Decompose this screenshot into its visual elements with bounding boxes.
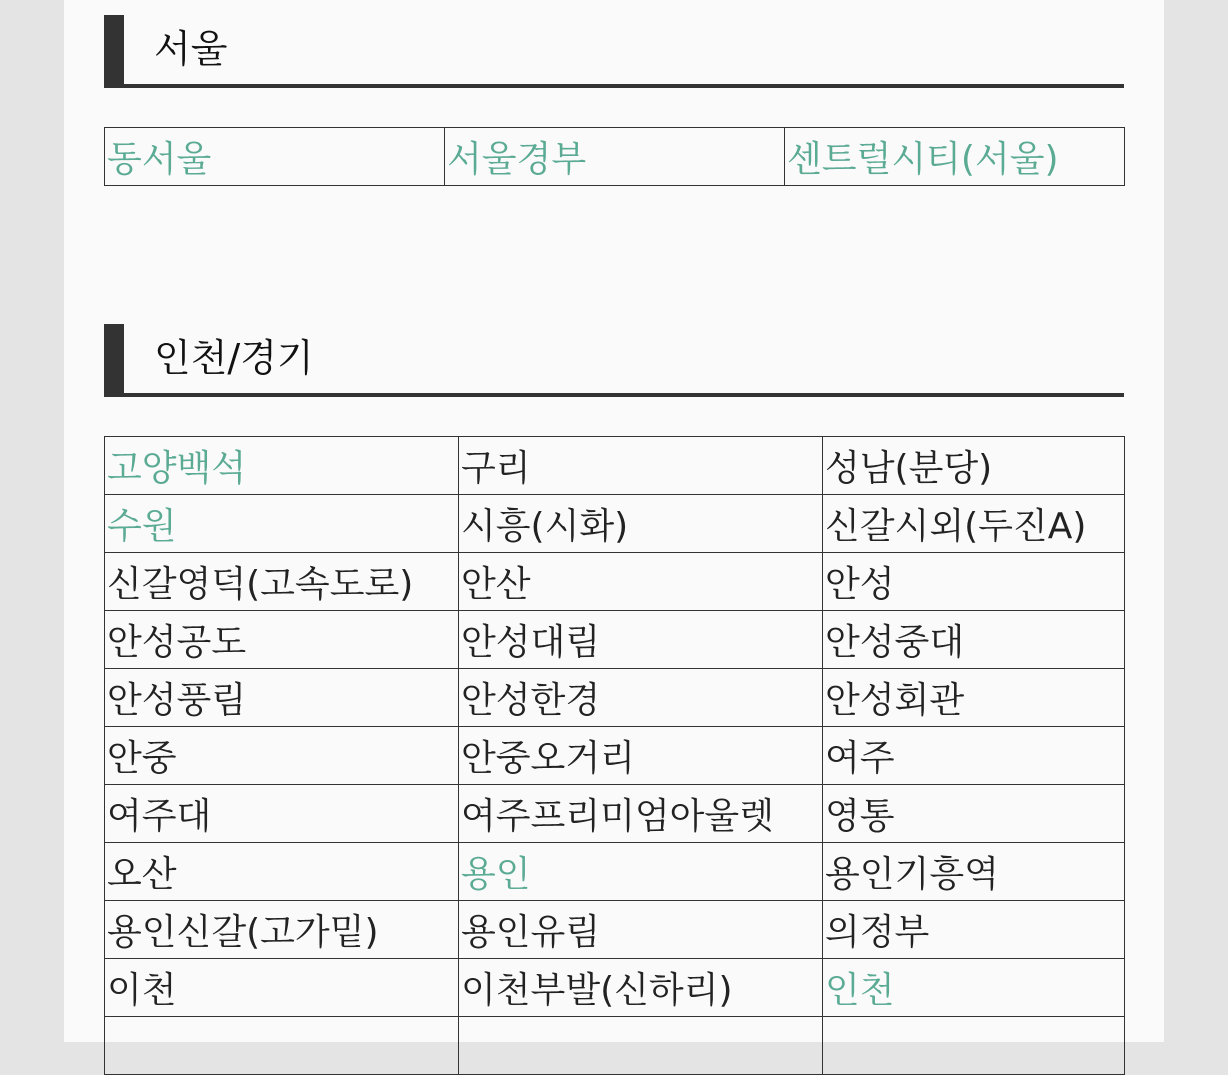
terminal-link[interactable]: 용인 bbox=[459, 843, 823, 901]
terminal-name: 성남(분당) bbox=[823, 437, 1125, 495]
terminal-name: 안산 bbox=[459, 553, 823, 611]
table-row bbox=[105, 1017, 1125, 1075]
terminal-name: 안성공도 bbox=[105, 611, 459, 669]
terminal-name: 오산 bbox=[105, 843, 459, 901]
section-title: 인천/경기 bbox=[154, 336, 314, 380]
terminal-link[interactable]: 고양백석 bbox=[105, 437, 459, 495]
terminal-name: 의정부 bbox=[823, 901, 1125, 959]
table-row bbox=[105, 495, 1125, 553]
terminal-name: 안성 bbox=[823, 553, 1125, 611]
section-title: 서울 bbox=[154, 27, 228, 71]
terminal-link[interactable]: 인천 bbox=[823, 959, 1125, 1017]
terminal-name: 신갈영덕(고속도로) bbox=[105, 553, 459, 611]
terminal-name: 여주프리미엄아울렛 bbox=[459, 785, 823, 843]
terminal-name: 안중오거리 bbox=[459, 727, 823, 785]
table-row bbox=[105, 437, 1125, 495]
terminal-name: 시흥(시화) bbox=[459, 495, 823, 553]
terminal-link[interactable]: 동서울 bbox=[105, 128, 445, 186]
terminal-name: 안성중대 bbox=[823, 611, 1125, 669]
terminal-table-incheon-gyeonggi bbox=[104, 436, 1125, 1075]
section-accent-bar bbox=[104, 324, 124, 393]
table-row bbox=[105, 128, 1125, 186]
terminal-name: 안성회관 bbox=[823, 669, 1125, 727]
table-row bbox=[105, 901, 1125, 959]
page-content bbox=[64, 0, 1164, 1042]
section-header-seoul bbox=[104, 15, 1124, 88]
terminal-name: 용인기흥역 bbox=[823, 843, 1125, 901]
terminal-name: 안중 bbox=[105, 727, 459, 785]
terminal-name: 안성한경 bbox=[459, 669, 823, 727]
table-row bbox=[105, 727, 1125, 785]
terminal-link[interactable]: 서울경부 bbox=[445, 128, 785, 186]
terminal-link[interactable]: 센트럴시티(서울) bbox=[785, 128, 1125, 186]
terminal-name: 이천부발(신하리) bbox=[459, 959, 823, 1017]
terminal-name: 영통 bbox=[823, 785, 1125, 843]
table-row bbox=[105, 843, 1125, 901]
terminal-name: 구리 bbox=[459, 437, 823, 495]
terminal-table-seoul bbox=[104, 127, 1125, 186]
terminal-name bbox=[823, 1017, 1125, 1075]
terminal-name: 여주 bbox=[823, 727, 1125, 785]
terminal-name: 신갈시외(두진A) bbox=[823, 495, 1125, 553]
terminal-name: 용인유림 bbox=[459, 901, 823, 959]
terminal-name: 여주대 bbox=[105, 785, 459, 843]
terminal-name: 이천 bbox=[105, 959, 459, 1017]
table-row bbox=[105, 785, 1125, 843]
table-row bbox=[105, 611, 1125, 669]
terminal-name: 안성대림 bbox=[459, 611, 823, 669]
table-row bbox=[105, 959, 1125, 1017]
table-row bbox=[105, 553, 1125, 611]
terminal-name: 용인신갈(고가밑) bbox=[105, 901, 459, 959]
terminal-name bbox=[105, 1017, 459, 1075]
section-accent-bar bbox=[104, 15, 124, 84]
table-row bbox=[105, 669, 1125, 727]
section-header-incheon-gyeonggi bbox=[104, 324, 1124, 397]
terminal-name: 안성풍림 bbox=[105, 669, 459, 727]
terminal-name bbox=[459, 1017, 823, 1075]
terminal-link[interactable]: 수원 bbox=[105, 495, 459, 553]
